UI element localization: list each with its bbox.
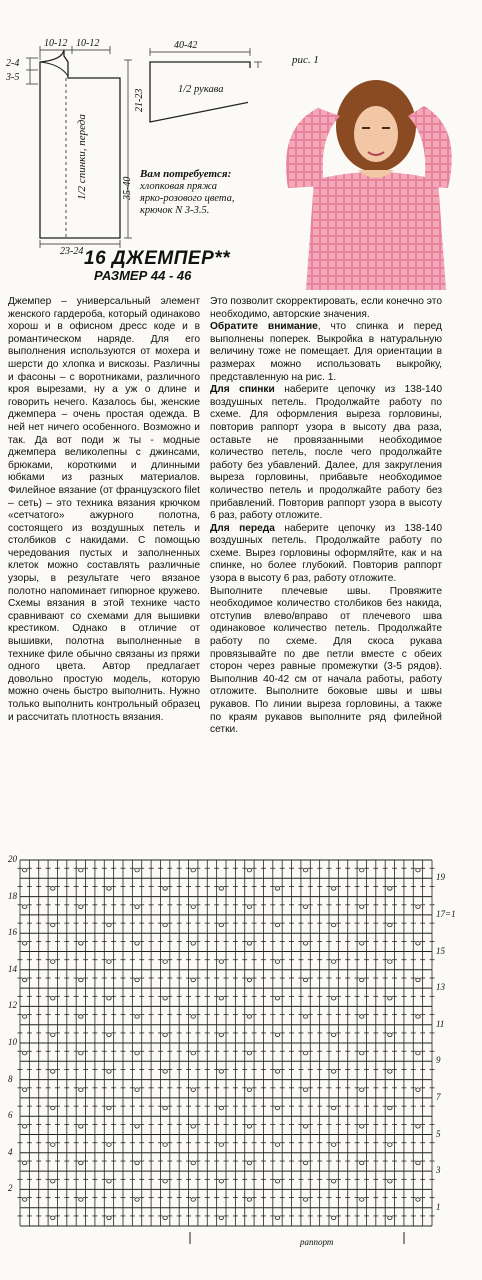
- chart-chain: [22, 1161, 26, 1165]
- materials-line: хлопковая пряжа: [140, 181, 217, 192]
- instructions-p1: Это позволит скорректировать, если конечно это необходимо, авторские значения.: [210, 296, 442, 320]
- chart-chain: [219, 1179, 223, 1183]
- row-number-left: 16: [8, 927, 17, 938]
- chart-chain: [388, 1106, 392, 1110]
- chart-chain: [275, 1179, 279, 1183]
- chart-chain: [163, 1143, 167, 1147]
- instructions-p3: наберите цепочку из 138-140 воздушных петель. Продолжайте работу по схеме. Для оформления выреза горловины, повторив раппорт узора в высоту два раза, оставьте не провязанными необходимое количество петель, после чего продолжайте работу без убавлений. Далее, для закругления выреза горловины, прибавьте необходимое количество петель и продолжайте работу без прибавлений. Повторив раппорт узора в высоту 6 раз, работу отложите.: [210, 384, 443, 522]
- chart-chain: [107, 923, 111, 927]
- chart-chain: [191, 905, 195, 909]
- chart-chain: [51, 1033, 55, 1037]
- chart-chain: [191, 1124, 195, 1128]
- chart-chain: [22, 868, 26, 872]
- chart-chain: [135, 868, 139, 872]
- chart-chain: [51, 1143, 55, 1147]
- chart-chain: [191, 1015, 195, 1019]
- chart-chain: [219, 923, 223, 927]
- chart-chain: [416, 1088, 420, 1092]
- instructions-column: [210, 296, 442, 737]
- chart-chain: [247, 1051, 251, 1055]
- chart-chain: [51, 1070, 55, 1074]
- chart-chain: [275, 1106, 279, 1110]
- chart-chain: [275, 1216, 279, 1220]
- row-number-right: 7: [436, 1091, 441, 1102]
- sleeve-width: 40-42: [174, 40, 198, 51]
- chart-chain: [135, 1124, 139, 1128]
- chart-chain: [388, 960, 392, 964]
- sleeve-label: 1/2 рукава: [178, 84, 224, 95]
- chart-chain: [22, 1198, 26, 1202]
- row-number-left: 12: [8, 1000, 17, 1011]
- chart-chain: [388, 1143, 392, 1147]
- materials-box: [140, 168, 280, 217]
- chart-chain: [163, 1070, 167, 1074]
- chart-chain: [275, 923, 279, 927]
- row-number-left: 14: [8, 963, 17, 974]
- chart-chain: [51, 996, 55, 1000]
- chart-chain: [51, 1216, 55, 1220]
- chart-chain: [79, 1124, 83, 1128]
- dim-left-b: 3-5: [6, 72, 20, 83]
- chart-chain: [416, 1015, 420, 1019]
- chart-chain: [303, 1015, 307, 1019]
- chart-chain: [275, 887, 279, 891]
- chart-chain: [416, 868, 420, 872]
- chart-chain: [360, 1161, 364, 1165]
- chart-chain: [135, 978, 139, 982]
- chart-chain: [303, 868, 307, 872]
- chart-chain: [360, 905, 364, 909]
- row-number-right: 13: [436, 982, 445, 993]
- chart-chain: [360, 868, 364, 872]
- chart-chain: [388, 887, 392, 891]
- chart-chain: [219, 960, 223, 964]
- body-piece-label: 1/2 спинки, переда: [76, 114, 88, 200]
- chart-chain: [416, 1161, 420, 1165]
- chart-chain: [303, 941, 307, 945]
- chart-chain: [388, 996, 392, 1000]
- chart-chain: [247, 1015, 251, 1019]
- chart-chain: [22, 905, 26, 909]
- chart-chain: [107, 1179, 111, 1183]
- chart-chain: [388, 923, 392, 927]
- chart-chain: [107, 1033, 111, 1037]
- chart-chain: [275, 1070, 279, 1074]
- chart-chain: [135, 1198, 139, 1202]
- chart-chain: [107, 1070, 111, 1074]
- chart-chain: [331, 1106, 335, 1110]
- row-number-left: 18: [8, 890, 17, 901]
- row-number-left: 2: [8, 1183, 13, 1194]
- chart-chain: [51, 1179, 55, 1183]
- front-heading: Для переда: [210, 522, 275, 534]
- intro-text: Джемпер – универсальный элемент женского гардероба, который одинаково хорош и в офисном дресс коде и в романтическом наряде. Для его выполнения используются от мохера и шерсти до хлопка и вискозы. Различны и фасоны – с воротниками, различного кроя вырезами, ну а уж о длине и говорить нечего. Казалось бы, женские джемпера – очень простая одежда. В ней нет ничего особенного. Возможно и так. Да вот поди ж ты - модные джемпера великолепны с джинсами, брюками, короткими и длинными юбками из разных материалов. Филейное вязание (от французского filet – сеть) – это техника вязания крючком «сетчатого» ажурного полотна, состоящего из воздушных петель и столбиков с накидами. С помощью чередования пустых и заполненных клеток можно составлять различные узоры, в результате чего вязаное полотно напоминает гипюрное кружево. Схемы вязания в этой технике часто сравнивают со схемами для вышивки крестиком. Однако в отличие от вышивки, полотна выполненные в технике филе обычно связаны из пряжи одного цвета. Автор предлагает довольно простую модель, которую можно очень быстро выполнить. Нужно только выполнить контрольный образец и рассчитать плотность вязания.: [8, 296, 200, 723]
- chart-chain: [79, 1015, 83, 1019]
- pattern-title: 16 ДЖЕМПЕР**: [84, 248, 231, 269]
- instructions-p5: Выполните плечевые швы. Провяжите необходимое количество столбиков без накида, отступив влево/вправо от плечевого шва одинаковое количество петель. Продолжайте работу по схеме. Для скоса рукава провязывайте по две петли вместе с обеих сторон через равные промежутки (3-5 рядов). Выполнив 40-42 см от начала работы, работу отложите. Выполните боковые швы и швы рукавов. По линии выреза горловины, а также по краям рукавов выполните ряд филейной сетки.: [210, 585, 442, 736]
- chart-chain: [360, 1015, 364, 1019]
- chart-chain: [360, 1198, 364, 1202]
- row-number-right: 1: [436, 1201, 441, 1212]
- dim-height: 35-40: [122, 176, 133, 200]
- chart-chain: [191, 941, 195, 945]
- chart-chain: [79, 905, 83, 909]
- row-number-left: 4: [8, 1146, 13, 1157]
- instructions-p4: наберите цепочку из 138-140 воздушных петель. Продолжайте работу по схеме. Вырез горловины оформляйте, как и на спинке, но более глубокий. Повторив раппорт узора в высоту 6 раз, работу отложите.: [210, 522, 442, 585]
- chart-chain: [416, 1198, 420, 1202]
- chart-chain: [79, 1088, 83, 1092]
- attention-heading: Обратите внимание: [210, 321, 318, 333]
- chart-chain: [275, 996, 279, 1000]
- chart-chain: [331, 1070, 335, 1074]
- chart-chain: [22, 1015, 26, 1019]
- chart-chain: [219, 1216, 223, 1220]
- chart-chain: [331, 1143, 335, 1147]
- chart-chain: [219, 887, 223, 891]
- chart-chain: [247, 868, 251, 872]
- chart-chain: [107, 1216, 111, 1220]
- chart-chain: [360, 941, 364, 945]
- chart-chain: [360, 1124, 364, 1128]
- chart-chain: [191, 1161, 195, 1165]
- chart-chain: [360, 1088, 364, 1092]
- row-number-left: 10: [8, 1037, 17, 1047]
- chart-chain: [135, 1015, 139, 1019]
- chart-chain: [79, 1198, 83, 1202]
- chart-chain: [247, 1124, 251, 1128]
- dim-left-a: 2-4: [6, 58, 20, 69]
- chart-chain: [219, 1033, 223, 1037]
- chart-chain: [107, 960, 111, 964]
- chart-chain: [331, 996, 335, 1000]
- chart-chain: [303, 1051, 307, 1055]
- chart-chain: [163, 960, 167, 964]
- chart-chain: [331, 1216, 335, 1220]
- dim-top-right: 10-12: [76, 38, 100, 49]
- chart-chain: [107, 887, 111, 891]
- chart-chain: [79, 1161, 83, 1165]
- chart-chain: [22, 1124, 26, 1128]
- chart-chain: [219, 1070, 223, 1074]
- chart-chain: [303, 1124, 307, 1128]
- chart-chain: [331, 1033, 335, 1037]
- back-heading: Для спинки: [210, 384, 275, 396]
- figure-label: рис. 1: [292, 54, 319, 66]
- chart-chain: [135, 1051, 139, 1055]
- model-photo: [248, 68, 480, 290]
- chart-chain: [331, 887, 335, 891]
- chart-chain: [79, 1051, 83, 1055]
- chart-chain: [163, 1216, 167, 1220]
- row-number-right: 15: [436, 945, 445, 956]
- chart-chain: [275, 960, 279, 964]
- chart-chain: [388, 1070, 392, 1074]
- materials-heading: Вам потребуется:: [140, 168, 232, 180]
- chart-chain: [388, 1179, 392, 1183]
- chart-chain: [163, 923, 167, 927]
- chart-chain: [275, 1033, 279, 1037]
- chart-chain: [247, 1198, 251, 1202]
- chart-chain: [303, 1161, 307, 1165]
- instructions-p2: , что спинка и перед выполнены поперек. Выкройка в натуральную величину тоже не помещает. Для ориентации в размерах можно использовать выкройку, представленную на рис. 1.: [210, 321, 442, 383]
- chart-chain: [135, 1088, 139, 1092]
- chart-chain: [163, 996, 167, 1000]
- chart-chain: [275, 1143, 279, 1147]
- chart-chain: [191, 1088, 195, 1092]
- chart-chain: [247, 1161, 251, 1165]
- chart-chain: [191, 1051, 195, 1055]
- chart-chain: [135, 905, 139, 909]
- row-number-left: 8: [8, 1073, 13, 1084]
- chart-chain: [416, 1124, 420, 1128]
- chart-chain: [416, 1051, 420, 1055]
- chart-chain: [331, 923, 335, 927]
- chart-chain: [107, 996, 111, 1000]
- chart-chain: [303, 905, 307, 909]
- chart-chain: [163, 1179, 167, 1183]
- row-number-left: 6: [8, 1110, 13, 1121]
- chart-chain: [22, 941, 26, 945]
- chart-chain: [51, 960, 55, 964]
- chart-chain: [191, 868, 195, 872]
- rapport-label: раппорт: [300, 1237, 334, 1247]
- chart-chain: [163, 1106, 167, 1110]
- chart-chain: [219, 1143, 223, 1147]
- pattern-size: РАЗМЕР 44 - 46: [94, 268, 192, 283]
- chart-chain: [22, 978, 26, 982]
- dim-inner-height: 21-23: [134, 88, 145, 112]
- chart-chain: [191, 978, 195, 982]
- chart-chain: [191, 1198, 195, 1202]
- chart-chain: [22, 1051, 26, 1055]
- materials-line: ярко-розового цвета,: [140, 193, 235, 204]
- chart-chain: [219, 996, 223, 1000]
- chart-chain: [303, 1198, 307, 1202]
- chart-chain: [247, 1088, 251, 1092]
- chart-chain: [135, 1161, 139, 1165]
- chart-chain: [331, 1179, 335, 1183]
- chart-chain: [388, 1033, 392, 1037]
- row-number-right: 19: [436, 872, 445, 883]
- chart-chain: [247, 978, 251, 982]
- chart-chain: [163, 1033, 167, 1037]
- chart-chain: [416, 978, 420, 982]
- chart-chain: [416, 905, 420, 909]
- chart-chain: [416, 941, 420, 945]
- chart-chain: [331, 960, 335, 964]
- row-number-left: 20: [8, 854, 17, 864]
- chart-chain: [219, 1106, 223, 1110]
- row-number-right: 11: [436, 1018, 445, 1029]
- dim-top-left: 10-12: [44, 38, 68, 49]
- chart-chain: [51, 887, 55, 891]
- chart-chain: [107, 1106, 111, 1110]
- chart-chain: [107, 1143, 111, 1147]
- chart-chain: [163, 887, 167, 891]
- chart-chain: [22, 1088, 26, 1092]
- chart-chain: [135, 941, 139, 945]
- chart-chain: [247, 941, 251, 945]
- row-number-right: 3: [436, 1165, 441, 1176]
- row-number-right: 9: [436, 1055, 441, 1066]
- chart-chain: [360, 978, 364, 982]
- intro-column: [8, 296, 200, 724]
- chart-chain: [360, 1051, 364, 1055]
- dim-bottom: 23-24: [60, 246, 84, 257]
- chart-chain: [51, 1106, 55, 1110]
- chart-chain: [79, 868, 83, 872]
- chart-chain: [303, 1088, 307, 1092]
- materials-line: крючок N 3-3.5.: [140, 205, 210, 216]
- chart-chain: [247, 905, 251, 909]
- chart-chain: [79, 941, 83, 945]
- chart-chain: [303, 978, 307, 982]
- row-number-right: 17=1: [436, 908, 456, 919]
- chart-chain: [51, 923, 55, 927]
- chart-chain: [388, 1216, 392, 1220]
- chart-chain: [79, 978, 83, 982]
- row-number-right: 5: [436, 1128, 441, 1139]
